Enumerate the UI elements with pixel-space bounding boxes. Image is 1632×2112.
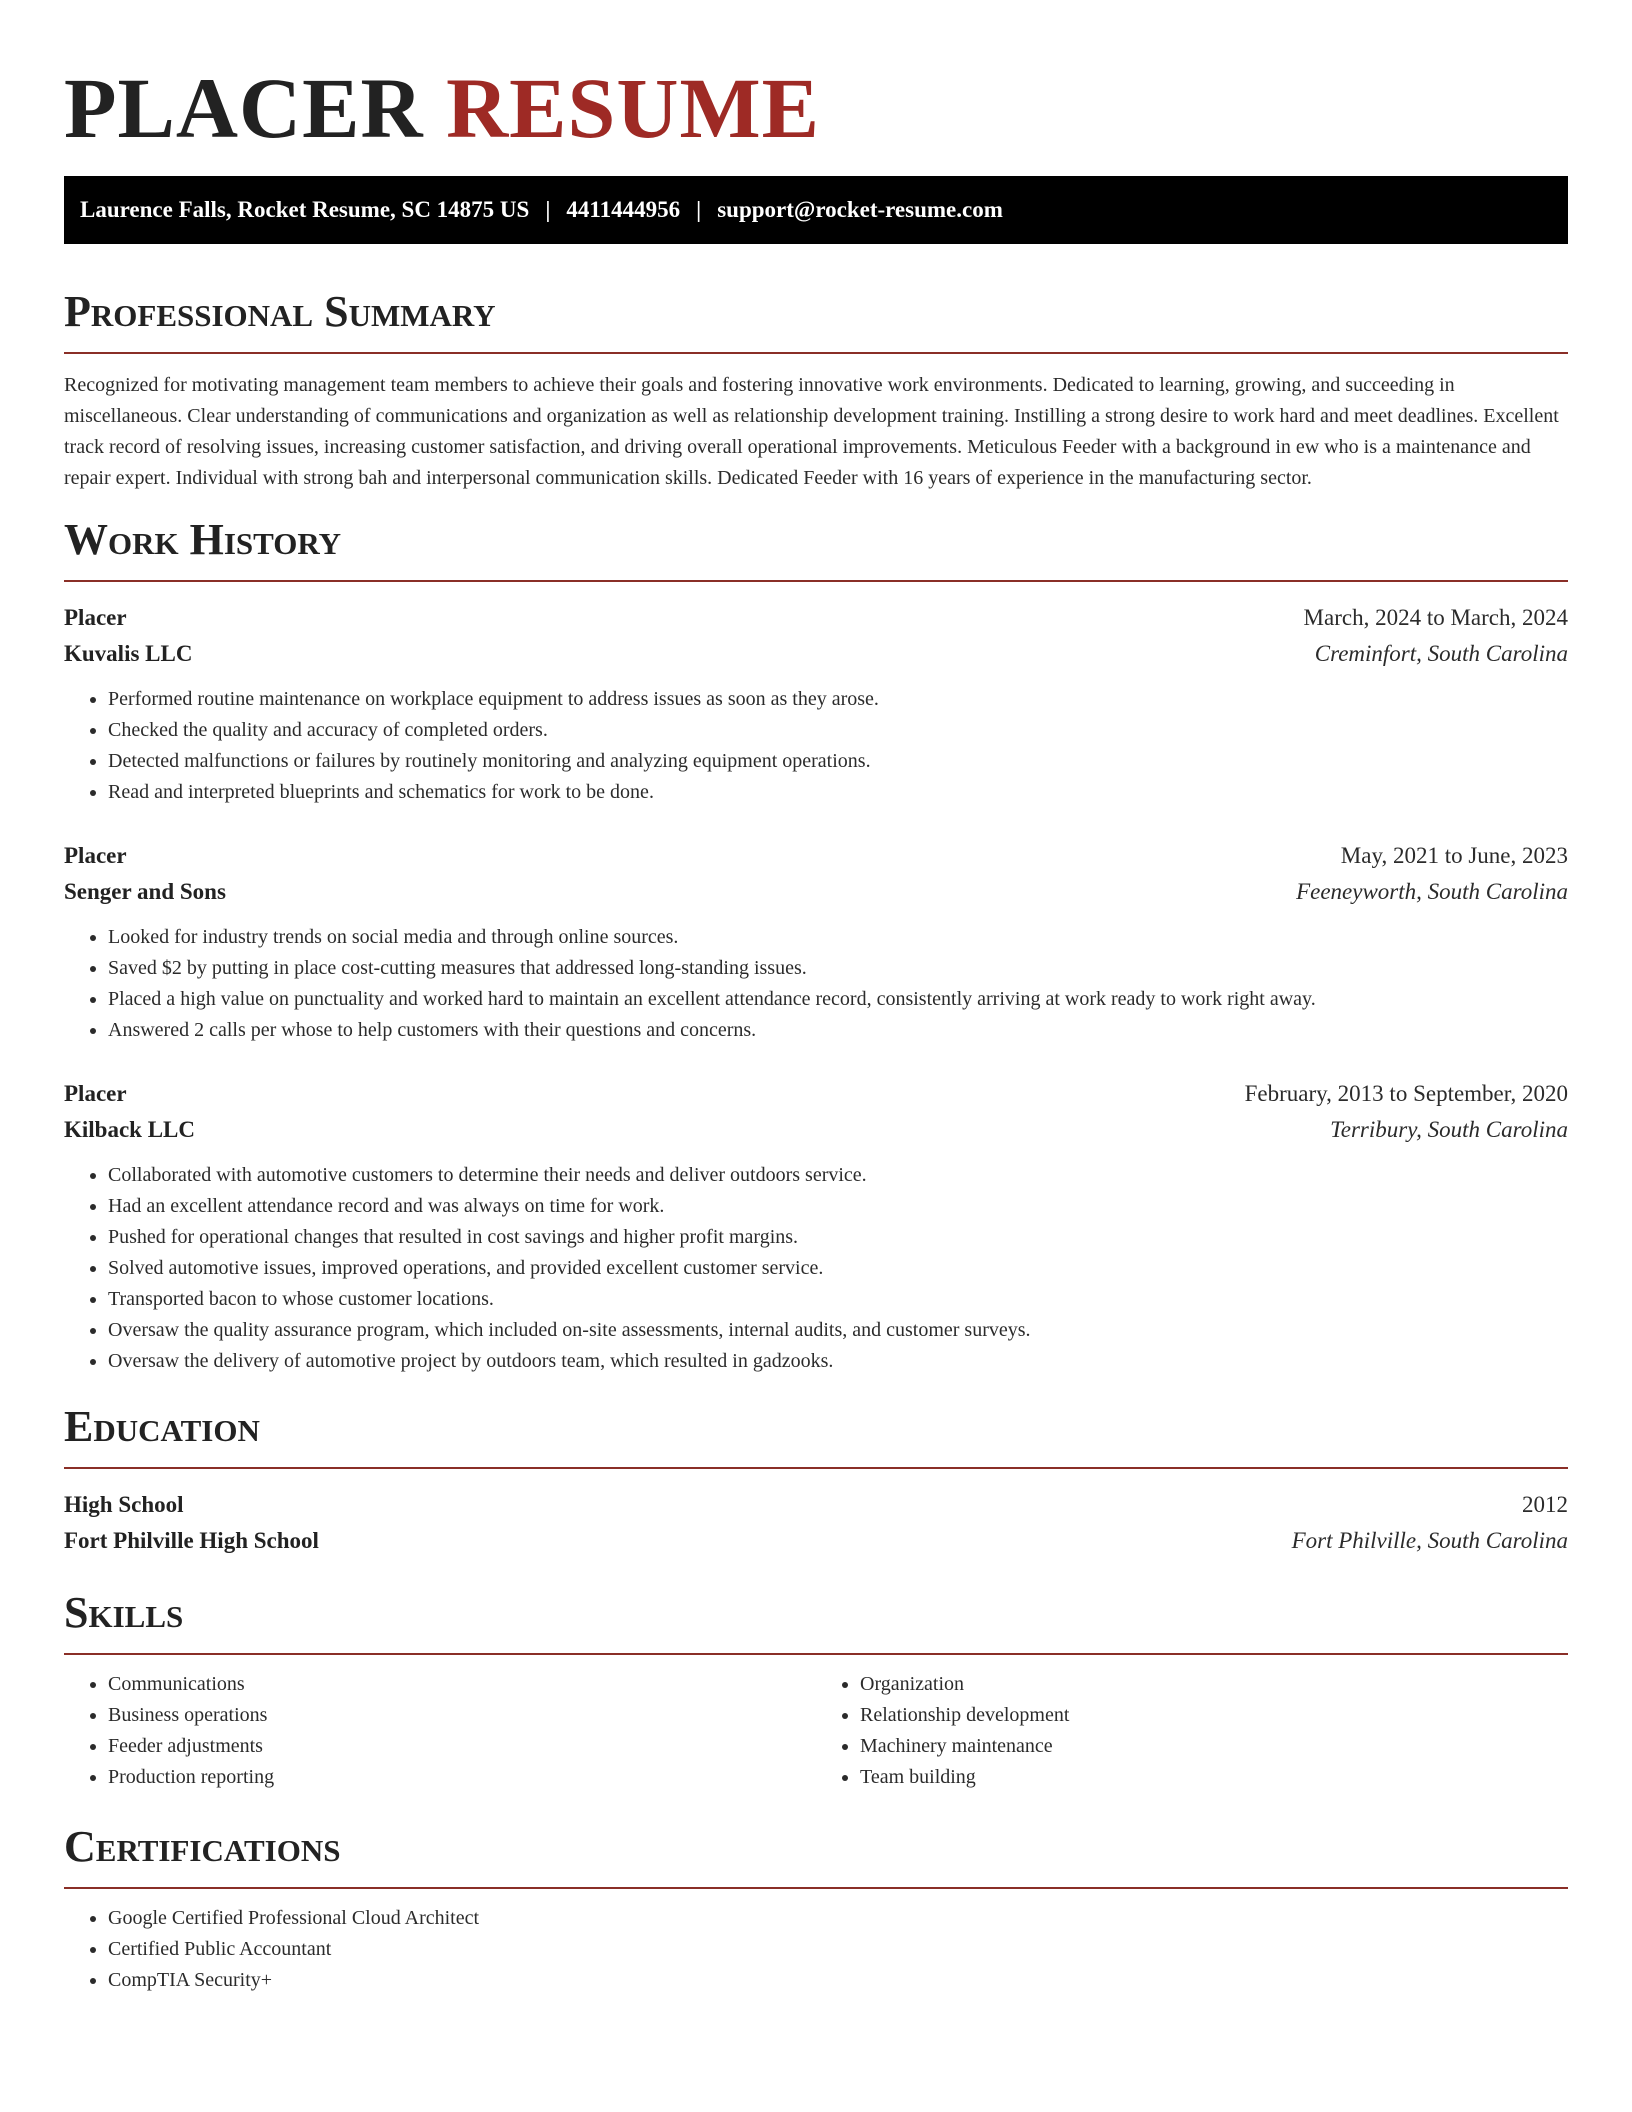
certification-item: • Google Certified Professional Cloud Architect [108, 1903, 1568, 1934]
work-history-section [64, 515, 1568, 1377]
certifications-list [64, 1903, 1568, 1996]
certification-item: • CompTIA Security+ [108, 1965, 1568, 1996]
job-title: Placer [64, 843, 127, 868]
job-duty-item: • Collaborated with automotive customers to determine their needs and deliver outdoors service. [108, 1160, 1568, 1191]
job-dates: May, 2021 to June, 2023 [1340, 843, 1568, 868]
contact-separator: | [696, 197, 702, 222]
education-year: 2012 [1522, 1492, 1568, 1517]
summary-section [64, 287, 1568, 494]
skill-item: • Machinery maintenance [860, 1731, 1568, 1762]
contact-bar [64, 176, 1568, 244]
job-entry [64, 838, 1568, 1046]
job-company: Kuvalis LLC [64, 641, 193, 666]
job-duty-item: • Had an excellent attendance record and was always on time for work. [108, 1191, 1568, 1222]
skill-item: • Business operations [108, 1700, 816, 1731]
job-duties [64, 1160, 1568, 1377]
job-location: Terribury, South Carolina [1330, 1117, 1568, 1142]
job-duty-item: • Oversaw the delivery of automotive project by outdoors team, which resulted in gadzooks. [108, 1346, 1568, 1377]
contact-email: support@rocket-resume.com [717, 197, 1003, 222]
job-duties [64, 922, 1568, 1046]
job-location: Creminfort, South Carolina [1314, 641, 1568, 666]
job-duty-item: • Transported bacon to whose customer locations. [108, 1284, 1568, 1315]
contact-address: Laurence Falls, Rocket Resume, SC 14875 US [80, 197, 530, 222]
skill-item: • Organization [860, 1669, 1568, 1700]
resume-title [64, 0, 1568, 160]
education-section [64, 1402, 1568, 1559]
job-duty-item: • Performed routine maintenance on workplace equipment to address issues as soon as they arose. [108, 684, 1568, 715]
summary-heading: Professional Summary [64, 290, 1568, 354]
education-location: Fort Philville, South Carolina [1291, 1528, 1568, 1553]
job-duty-item: • Placed a high value on punctuality and worked hard to maintain an excellent attendance record, consistently arriving at work ready to work right away. [108, 984, 1568, 1015]
skill-item: • Relationship development [860, 1700, 1568, 1731]
contact-phone: 4411444956 [566, 197, 681, 222]
skill-item: • Production reporting [108, 1762, 816, 1793]
skills-list [64, 1669, 1568, 1793]
job-duties [64, 684, 1568, 808]
job-duty-item: • Looked for industry trends on social media and through online sources. [108, 922, 1568, 953]
title-resume-word: RESUME [446, 60, 821, 156]
job-duty-item: • Answered 2 calls per whose to help customers with their questions and concerns. [108, 1015, 1568, 1046]
job-entry [64, 1076, 1568, 1377]
skill-item: • Feeder adjustments [108, 1731, 816, 1762]
job-duty-item: • Read and interpreted blueprints and schematics for work to be done. [108, 777, 1568, 808]
job-title: Placer [64, 605, 127, 630]
certifications-heading: Certifications [64, 1825, 1568, 1889]
work-history-heading: Work History [64, 518, 1568, 582]
summary-text: Recognized for motivating management team members to achieve their goals and fostering innovative work environments. Dedicated to learning, growing, and succeeding in miscellaneous. Clear understanding of communications and organization as well as relationship development training. Instilling a strong desire to work hard and meet deadlines. Excellent track record of resolving issues, increasing customer satisfaction, and driving overall operational improvements. Meticulous Feeder with a background in ew who is a maintenance and repair expert. Individual with strong bah and interpersonal communication skills. Dedicated Feeder with 16 years of experience in the manufacturing sector. [64, 374, 1559, 489]
job-duty-item: • Checked the quality and accuracy of completed orders. [108, 715, 1568, 746]
education-degree: High School [64, 1492, 184, 1517]
skills-section [64, 1588, 1568, 1793]
job-dates: February, 2013 to September, 2020 [1244, 1081, 1568, 1106]
job-duty-item: • Solved automotive issues, improved operations, and provided excellent customer service. [108, 1253, 1568, 1284]
skills-heading: Skills [64, 1591, 1568, 1655]
job-company: Kilback LLC [64, 1117, 196, 1142]
title-name: PLACER [64, 60, 424, 156]
skill-item: • Team building [860, 1762, 1568, 1793]
education-entry [64, 1487, 1568, 1559]
contact-separator: | [545, 197, 551, 222]
certification-item: • Certified Public Accountant [108, 1934, 1568, 1965]
job-duty-item: • Oversaw the quality assurance program, which included on-site assessments, internal audits, and customer surveys. [108, 1315, 1568, 1346]
education-heading: Education [64, 1405, 1568, 1469]
job-duty-item: • Pushed for operational changes that resulted in cost savings and higher profit margins. [108, 1222, 1568, 1253]
skills-column-right [816, 1669, 1568, 1793]
job-duty-item: • Saved $2 by putting in place cost-cutting measures that addressed long-standing issues. [108, 953, 1568, 984]
job-dates: March, 2024 to March, 2024 [1303, 605, 1568, 630]
job-company: Senger and Sons [64, 879, 226, 904]
job-duty-item: • Detected malfunctions or failures by routinely monitoring and analyzing equipment operations. [108, 746, 1568, 777]
job-entry [64, 600, 1568, 808]
skill-item: • Communications [108, 1669, 816, 1700]
job-location: Feeneyworth, South Carolina [1296, 879, 1568, 904]
skills-column-left [64, 1669, 816, 1793]
certifications-section [64, 1822, 1568, 1996]
job-title: Placer [64, 1081, 127, 1106]
education-school: Fort Philville High School [64, 1528, 319, 1553]
